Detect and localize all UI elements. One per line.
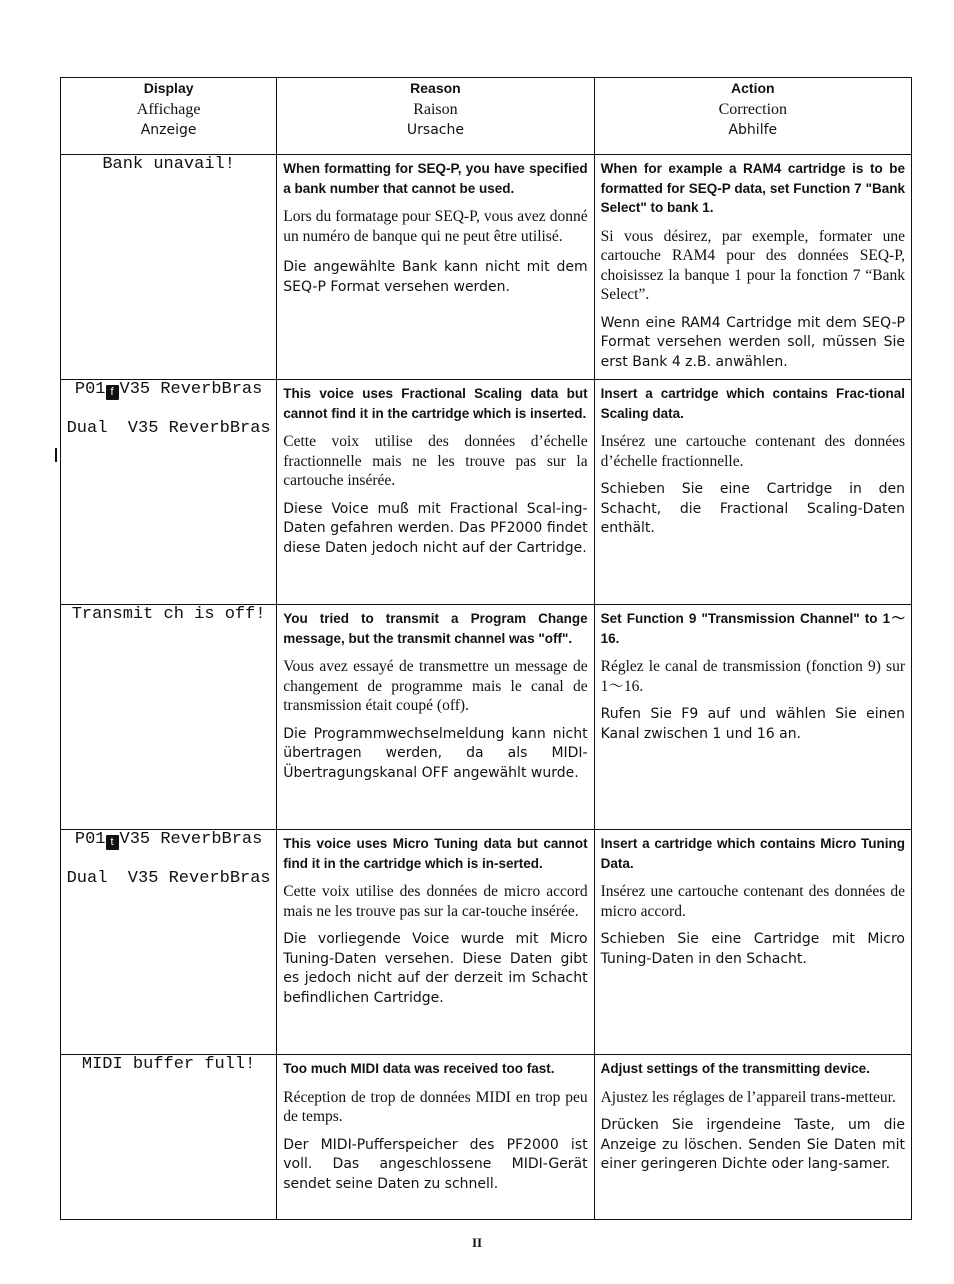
table-row [61, 155, 912, 380]
reason-en: You tried to transmit a Program Change message, but the transmit channel was "off". [283, 611, 588, 646]
reason-en: When formatting for SEQ-P, you have specified a bank number that cannot be used. [283, 161, 588, 196]
display-message [61, 380, 276, 400]
reason-de: Die vorliegende Voice wurde mit Micro Tuning-Daten versehen. Diese Daten gibt es jedoch nicht auf der derzeit im Schacht befindlichen Cartridge. [283, 931, 588, 1006]
display-voice: V35 ReverbBras [119, 380, 263, 399]
action-en: When for example a RAM4 cartridge is to be formatted for SEQ-P data, set Function 7 "Bank Select" to bank 1. [600, 161, 905, 215]
page-number: II [471, 1235, 483, 1250]
display-message: MIDI buffer full! [81, 1055, 256, 1074]
reason-de: Die Programmwechselmeldung kann nicht übertragen werden, da als MIDI-Übertragungskanal OFF angewählt wurde. [283, 725, 588, 781]
display-cell [61, 605, 277, 830]
reason-fr: Lors du formatage pour SEQ-P, vous avez donné un numéro de banque qui ne peut être utilisé. [283, 208, 588, 245]
display-message-line2: Dual V35 ReverbBras [66, 869, 271, 888]
action-cell [594, 380, 911, 605]
header-reason-de: Ursache [406, 122, 464, 138]
display-cell [61, 830, 277, 1055]
table-row [61, 380, 912, 605]
header-display [61, 78, 277, 155]
header-reason-en: Reason [410, 80, 461, 96]
display-message [61, 830, 276, 850]
action-fr: Ajustez les réglages de l’appareil trans-metteur. [600, 1088, 896, 1106]
reason-en: This voice uses Fractional Scaling data but cannot find it in the cartridge which is inserted. [283, 386, 588, 421]
reason-fr: Réception de trop de données MIDI en trop peu de temps. [283, 1088, 588, 1125]
action-fr: Insérez une cartouche contenant des données d’échelle fractionnelle. [600, 433, 905, 470]
action-en: Adjust settings of the transmitting device. [600, 1061, 870, 1076]
action-de: Wenn eine RAM4 Cartridge mit dem SEQ-P Format versehen werden soll, müssen Sie erst Bank 4 z.B. anwählen. [600, 314, 905, 370]
action-en: Insert a cartridge which contains Micro Tuning Data. [600, 836, 905, 871]
reason-cell [277, 380, 594, 605]
display-cell [61, 155, 277, 380]
action-cell [594, 1055, 911, 1220]
action-de: Drücken Sie irgendeine Taste, um die Anzeige zu löschen. Senden Sie Daten mit einer geringeren Dichte oder lang-samer. [600, 1117, 905, 1172]
reason-fr: Cette voix utilise des données de micro accord mais ne les trouve pas sur la car-touche insérée. [283, 883, 588, 920]
action-de: Rufen Sie F9 auf und wählen Sie einen Kanal zwischen 1 und 16 an. [600, 706, 905, 742]
reason-cell [277, 155, 594, 380]
reason-en: Too much MIDI data was received too fast. [283, 1061, 555, 1076]
action-de: Schieben Sie eine Cartridge mit Micro Tuning-Daten in den Schacht. [600, 931, 905, 967]
display-message-line2: Dual V35 ReverbBras [66, 419, 271, 438]
reason-cell [277, 830, 594, 1055]
display-program: P01 [74, 380, 106, 399]
header-action-fr: Correction [718, 101, 788, 118]
margin-tick-mark [55, 448, 57, 462]
micro-tuning-icon: t [106, 835, 119, 850]
reason-fr: Vous avez essayé de transmettre un message de changement de programme mais le canal de transmission était coupé (off). [283, 658, 588, 714]
action-en: Set Function 9 "Transmission Channel" to 1～16. [600, 611, 905, 646]
reason-de: Diese Voice muß mit Fractional Scal-ing-Daten gefahren werden. Das PF2000 findet diese Daten jedoch nicht auf der Cartridge. [283, 500, 588, 556]
reason-cell [277, 605, 594, 830]
header-reason [277, 78, 594, 155]
action-cell [594, 605, 911, 830]
table-header-row [61, 78, 912, 155]
reason-cell [277, 1055, 594, 1220]
header-display-de: Anzeige [140, 122, 197, 138]
reason-de: Die angewählte Bank kann nicht mit dem SEQ-P Format versehen werden. [283, 259, 588, 295]
action-en: Insert a cartridge which contains Frac-tional Scaling data. [600, 386, 905, 421]
display-message: Transmit ch is off! [71, 605, 266, 624]
action-fr: Insérez une cartouche contenant des données de micro accord. [600, 883, 905, 920]
reason-en: This voice uses Micro Tuning data but cannot find it in the cartridge which is in-serted. [283, 836, 588, 871]
action-fr: Si vous désirez, par exemple, formater une cartouche RAM4 pour des données SEQ-P, choisissez la banque 1 pour la fonction 7 “Bank Select”. [600, 227, 905, 303]
table-row [61, 605, 912, 830]
display-cell [61, 1055, 277, 1220]
header-action-de: Abhilfe [728, 122, 778, 138]
table-row [61, 830, 912, 1055]
display-voice: V35 ReverbBras [119, 830, 263, 849]
action-de: Schieben Sie eine Cartridge in den Schacht, die Fractional Scaling-Daten enthält. [600, 481, 905, 536]
reason-fr: Cette voix utilise des données d’échelle fractionnelle mais ne les trouve pas sur la cartouche insérée. [283, 433, 588, 489]
header-reason-fr: Raison [413, 101, 458, 118]
header-action-en: Action [731, 80, 775, 96]
error-message-table [60, 77, 912, 1220]
header-action [594, 78, 911, 155]
display-cell [61, 380, 277, 605]
display-program: P01 [74, 830, 106, 849]
display-message: Bank unavail! [102, 155, 235, 174]
table-row [61, 1055, 912, 1220]
reason-de: Der MIDI-Pufferspeicher des PF2000 ist voll. Das angeschlossene MIDI-Gerät sendet seine Daten zu schnell. [283, 1136, 588, 1192]
header-display-en: Display [143, 80, 194, 96]
action-cell [594, 830, 911, 1055]
action-fr: Réglez le canal de transmission (fonction 9) sur 1～16. [600, 658, 905, 695]
header-display-fr: Affichage [136, 101, 201, 118]
action-cell [594, 155, 911, 380]
fractional-scaling-icon: f [106, 385, 119, 400]
